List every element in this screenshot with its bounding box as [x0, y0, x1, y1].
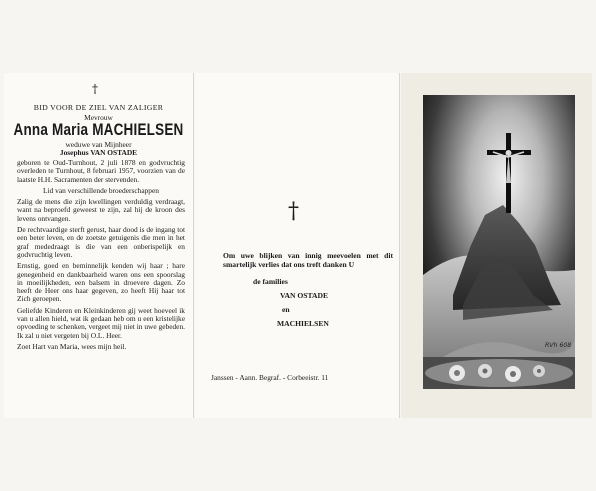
cross-icon: †: [288, 199, 299, 224]
family-van-ostade: VAN OSTADE: [280, 291, 329, 300]
paragraph-kinderen: Geliefde Kinderen en Kleinkinderen gij weet hoeveel ik van u allen hield, wat ik gedaan heb om u een kristelijke opvoeding te schenken, vergeet mij niet in uwe gebeden. Ik zal u niet vergeten bij O.L. Heer.: [17, 305, 185, 340]
birth-death-paragraph: geboren te Oud-Turnhout, 2 juli 1878 en godvruchtig overleden te Turnhout, 8 februari 1957, voorzien van de laatste H.H. Sacramenten der stervenden.: [17, 158, 185, 184]
thanks-text: Om uwe blijken van innig meevoelen met dit smartelijk verlies dat ons treft danken U: [223, 251, 393, 269]
and-label: en: [282, 305, 290, 314]
right-panel: [401, 73, 592, 418]
deceased-name: Anna Maria MACHIELSEN: [13, 120, 184, 139]
prayer-heading: BID VOOR DE ZIEL VAN ZALIGER: [33, 103, 164, 112]
cross-icon: †: [92, 82, 98, 96]
biography-text: [17, 159, 185, 354]
title-mevrouw: Mevrouw: [84, 113, 113, 122]
background-margin: [0, 418, 596, 491]
paragraph-zalig: Zalig de mens die zijn kwellingen verduldig verdraagt, want na beproefd geweest te zijn, zal hij de kroon des levens ontvangen.: [17, 197, 185, 223]
flower-decoration-image: [423, 357, 575, 389]
thanks-block: [223, 251, 393, 328]
crucifix-picture: [423, 95, 575, 371]
paragraph-rechtvaardige: De rechtvaardige sterft gerust, haar dood is de ingang tot een beter leven, en de zoetste getuigenis die men in het graf mededraagt is die van een onberispelijk en godvruchtig leven.: [17, 225, 185, 259]
family-machielsen: MACHIELSEN: [277, 319, 329, 328]
flowers-image: [423, 357, 575, 389]
middle-panel: [195, 73, 400, 418]
families-label: de families: [253, 277, 288, 286]
paragraph-ernstig: Ernstig, goed en beminnelijk kenden wij haar ; hare genegenheid en dankbaarheid waren ons een spoorslag in moeilijkheden, een balsem in droevere dagen. Zo heeft de Heer ons haar gegeven, zo heeft Hij haar tot Zich geroepen.: [17, 261, 185, 304]
spouse-name: Josephus VAN OSTADE: [59, 148, 138, 157]
artist-signature: RVh 608: [545, 342, 572, 349]
membership-line: Lid van verschillende broederschappen: [43, 185, 159, 195]
widow-of: weduwe van Mijnheer: [65, 140, 132, 149]
left-panel: [4, 73, 194, 418]
crucifix-scene-image: [423, 95, 575, 371]
printer-line: Janssen - Aann. Begraf. - Corbeeistr. 11: [211, 373, 329, 382]
closing-prayer: Zoet Hart van Maria, wees mijn heil.: [17, 341, 127, 351]
